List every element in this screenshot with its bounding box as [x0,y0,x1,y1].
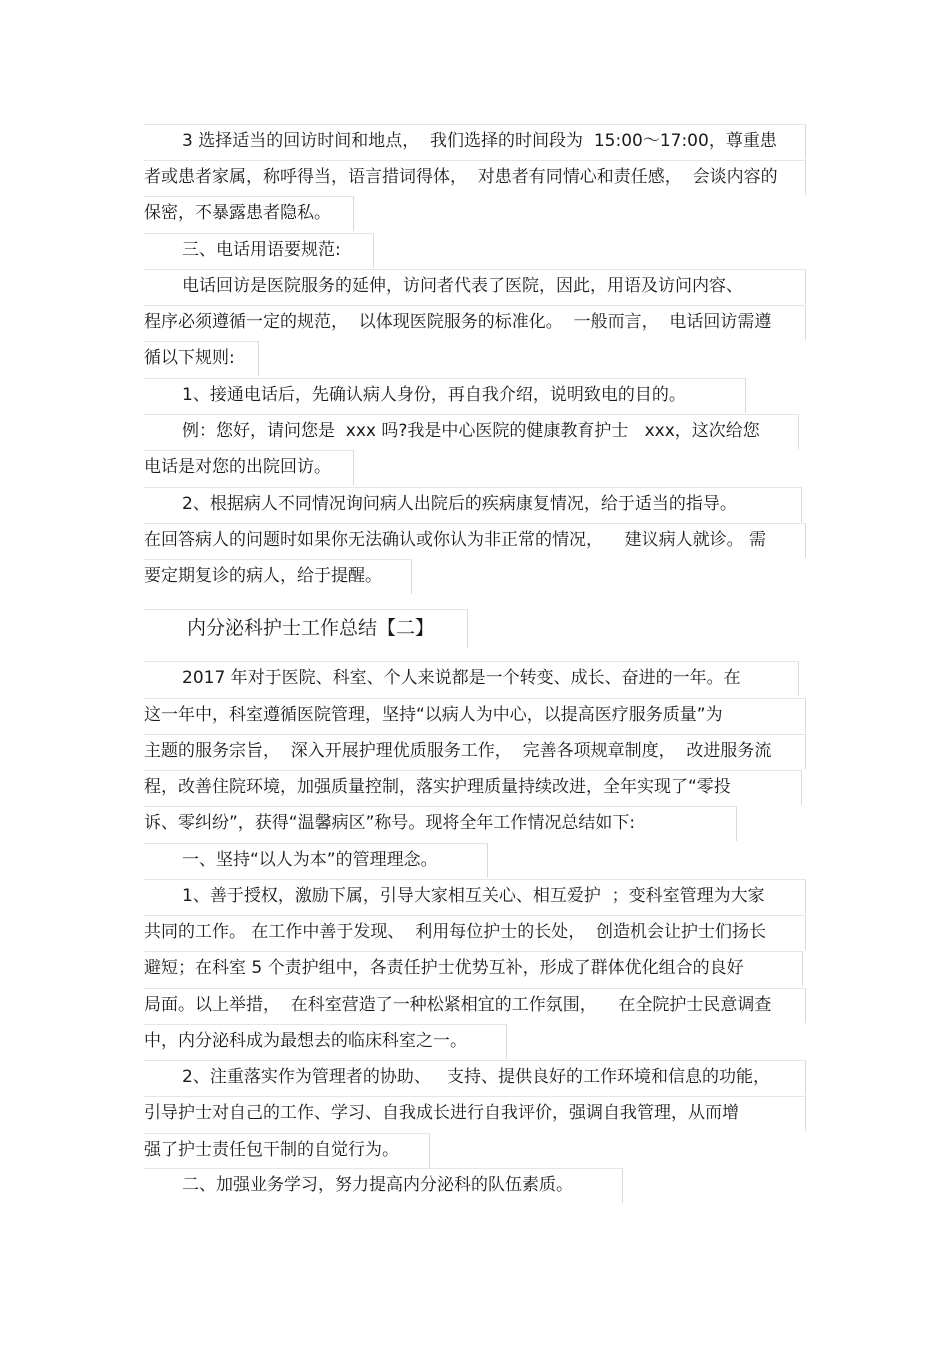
text-line: 在回答病人的问题时如果你无法确认或你认为非正常的情况， 建议病人就诊。 需 [144,530,767,550]
text-line: 电话是对您的出院回访。 [144,457,331,477]
text-line: 二、加强业务学习，努力提高内分泌科的队伍素质。 [182,1175,573,1195]
text-line: 2、注重落实作为管理者的协助、 支持、提供良好的工作环境和信息的功能， [182,1067,771,1087]
text-line: 引导护士对自己的工作、学习、自我成长进行自我评价，强调自我管理，从而增 [144,1103,739,1123]
section-heading: 三、电话用语要规范: [182,240,341,260]
text-line: 3 选择适当的回访时间和地点， 我们选择的时间段为 15:00～17:00，尊重患 [182,131,777,151]
text-line: 诉、零纠纷”，获得“温馨病区”称号。现将全年工作情况总结如下: [144,813,636,833]
text-line: 1、接通电话后，先确认病人身份，再自我介绍，说明致电的目的。 [182,385,686,405]
text-line: 局面。以上举措， 在科室营造了一种松紧相宜的工作氛围， 在全院护士民意调查 [144,995,772,1015]
text-line: 2、根据病人不同情况询问病人出院后的疾病康复情况，给于适当的指导。 [182,494,737,514]
text-line: 保密，不暴露患者隐私。 [144,203,331,223]
text-line: 要定期复诊的病人，给于提醒。 [144,566,382,586]
text-line: 者或患者家属，称呼得当，语言措词得体， 对患者有同情心和责任感， 会谈内容的 [144,167,778,187]
section-title: 内分泌科护士工作总结【二】 [187,617,435,639]
text-line: 电话回访是医院服务的延伸，访问者代表了医院，因此，用语及访问内容、 [182,276,743,296]
text-line: 中，内分泌科成为最想去的临床科室之一。 [144,1031,467,1051]
text-line: 共同的工作。 在工作中善于发现、 利用每位护士的长处， 创造机会让护士们扬长 [144,922,767,942]
text-line: 这一年中，科室遵循医院管理，坚持“以病人为中心，以提高医疗服务质量”为 [144,705,723,725]
text-line: 2017 年对于医院、科室、个人来说都是一个转变、成长、奋进的一年。在 [182,668,741,688]
text-line: 强了护士责任包干制的自觉行为。 [144,1140,399,1160]
text-line: 程，改善住院环境，加强质量控制，落实护理质量持续改进，全年实现了“零投 [144,777,731,797]
text-line: 循以下规则: [144,348,235,368]
text-line: 避短；在科室 5 个责护组中，各责任护士优势互补，形成了群体优化组合的良好 [144,958,744,978]
text-line: 例：您好，请问您是 xxx 吗?我是中心医院的健康教育护士 xxx，这次给您 [182,421,760,441]
text-line: 主题的服务宗旨， 深入开展护理优质服务工作， 完善各项规章制度， 改进服务流 [144,741,772,761]
text-line: 一、坚持“以人为本”的管理理念。 [182,850,438,870]
text-line: 程序必须遵循一定的规范， 以体现医院服务的标准化。 一般而言， 电话回访需遵 [144,312,772,332]
text-line: 1、善于授权，激励下属，引导大家相互关心、相互爱护 ；变科室管理为大家 [182,886,765,906]
